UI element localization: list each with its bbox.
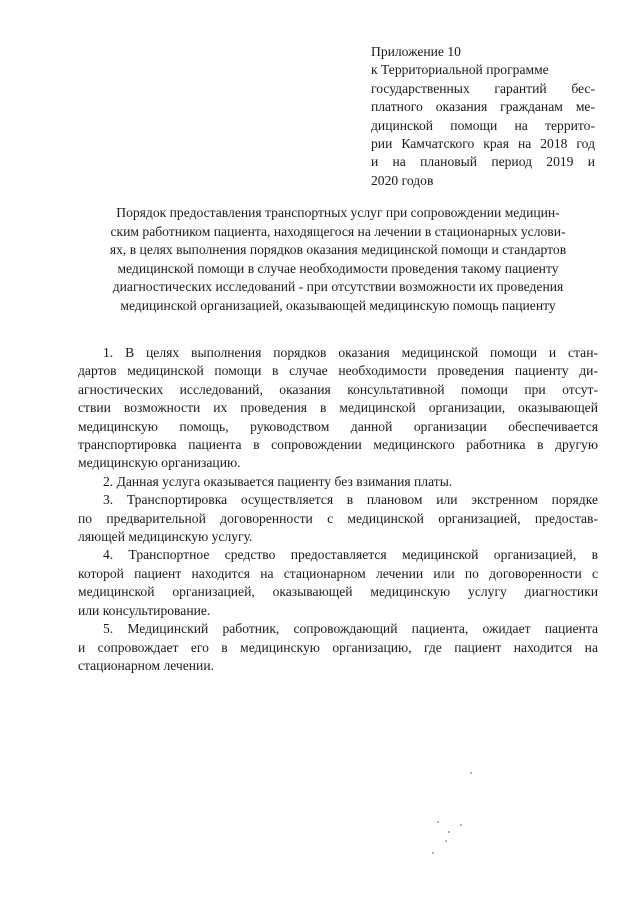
title-line: медицинской организацией, оказывающей медицинскую помощь пациенту: [120, 297, 556, 313]
paragraph-3: [78, 491, 598, 546]
appendix-line: и на плановый период 2019 и: [371, 154, 595, 170]
appendix-note: [371, 43, 595, 190]
paragraph-line: 5. Медицинский работник, сопровождающий пациента, ожидает пациента: [103, 621, 598, 637]
scan-speck: [437, 821, 439, 823]
title-line: диагностических исследований - при отсутствии возможности их проведения: [112, 279, 564, 295]
title-line: ским работником пациента, находящегося на лечении в стационарных услови-: [110, 223, 566, 239]
scan-speck: [460, 824, 462, 826]
paragraph-line: агностических исследований, оказания консультативной помощи при отсут-: [78, 381, 598, 397]
appendix-line: дицинской помощи на террито-: [371, 117, 595, 133]
paragraph-line: 2. Данная услуга оказывается пациенту без взимания платы.: [103, 473, 453, 489]
scan-speck: [432, 852, 434, 854]
paragraph-line: стационарном лечении.: [78, 657, 215, 673]
paragraph-line: по предварительной договоренности с медицинской организацией, предостав-: [78, 510, 598, 526]
scan-speck: [448, 831, 450, 833]
scan-speck: [445, 840, 447, 842]
paragraph-line: или консультирование.: [78, 602, 211, 618]
paragraph-line: и сопровождает его в медицинскую организацию, где пациент находится на: [78, 639, 598, 655]
appendix-line: 2020 годов: [371, 172, 434, 188]
paragraph-line: медицинскую организацию.: [78, 455, 241, 471]
title-line: ях, в целях выполнения порядков оказания медицинской помощи и стандартов: [109, 242, 567, 258]
paragraph-line: транспортировка пациента в сопровождении медицинского работника в другую: [78, 437, 598, 453]
paragraph-line: 4. Транспортное средство предоставляется медицинской организацией, в: [103, 547, 598, 563]
appendix-line: Приложение 10: [371, 44, 461, 59]
paragraph-line: 3. Транспортировка осуществляется в плановом или экстренном порядке: [103, 492, 598, 508]
paragraph-1: [78, 344, 598, 473]
appendix-line: государственных гарантий бес-: [371, 80, 595, 96]
title-line: Порядок предоставления транспортных услуг при сопровождении медицин-: [116, 205, 560, 220]
paragraph-line: 1. В целях выполнения порядков оказания медицинской помощи и стан-: [103, 345, 598, 360]
scan-speck: [470, 772, 472, 774]
document-body: [78, 344, 598, 675]
appendix-line: рии Камчатского края на 2018 год: [371, 136, 595, 152]
paragraph-5: [78, 620, 598, 675]
title-line: медицинской помощи в случае необходимости проведения такому пациенту: [117, 260, 559, 276]
document-title: [80, 204, 596, 316]
paragraph-line: дартов медицинской помощи в случае необходимости проведения пациенту ди-: [78, 363, 598, 379]
appendix-line: платного оказания гражданам ме-: [371, 99, 595, 115]
paragraph-line: которой пациент находится на стационарном лечении или по договоренности с: [78, 565, 598, 581]
appendix-line: к Территориальной программе: [371, 62, 549, 78]
paragraph-2: [78, 473, 598, 491]
paragraph-line: медицинскую помощь, руководством данной организации обеспечивается: [78, 418, 598, 434]
paragraph-line: медицинской организацией, оказывающей медицинскую услугу диагностики: [78, 584, 598, 600]
paragraph-line: ствии возможности их проведения в медицинской организации, оказывающей: [78, 400, 598, 416]
paragraph-4: [78, 546, 598, 620]
paragraph-line: ляющей медицинскую услугу.: [78, 529, 253, 545]
